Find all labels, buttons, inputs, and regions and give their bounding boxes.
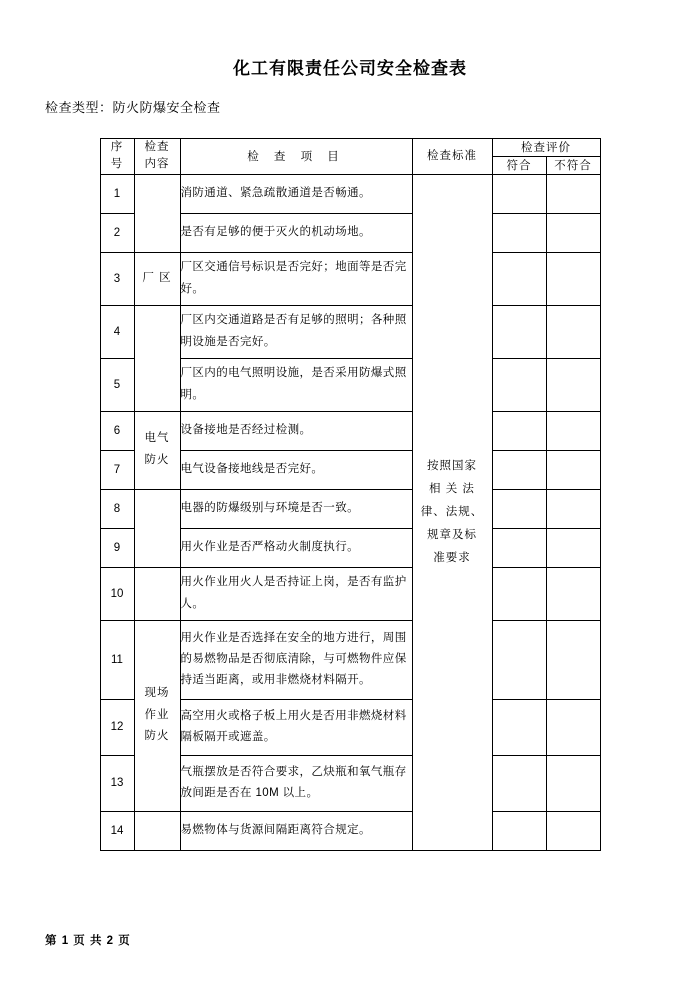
header-item: 检 查 项 目: [180, 139, 412, 175]
check-type-label: 检查类型：: [45, 100, 113, 115]
standard-line-3: 律、法规、: [420, 505, 484, 518]
conform-cell[interactable]: [492, 755, 546, 811]
row-item: 厂区内的电气照明设施，是否采用防爆式照明。: [180, 358, 412, 411]
group-label-onsite-line2: 作业: [144, 708, 170, 721]
conform-cell[interactable]: [492, 305, 546, 358]
conform-cell[interactable]: [492, 567, 546, 620]
nonconform-cell[interactable]: [546, 174, 600, 213]
nonconform-cell[interactable]: [546, 620, 600, 699]
group-label-onsite-line3: 防火: [144, 730, 170, 743]
table-header-row-1: [100, 139, 600, 157]
group-label-empty-4: [134, 567, 180, 620]
standard-cell: [412, 174, 492, 850]
table-row: [100, 411, 600, 450]
group-label-empty-1: [134, 174, 180, 252]
conform-cell[interactable]: [492, 411, 546, 450]
standard-line-1: 按照国家: [427, 459, 477, 472]
group-label-factory: 厂 区: [134, 252, 180, 305]
header-content-line1: 检查: [144, 141, 170, 153]
conform-cell[interactable]: [492, 620, 546, 699]
nonconform-cell[interactable]: [546, 252, 600, 305]
header-no-line1: 序: [110, 141, 124, 153]
row-item: 易燃物体与货源间隔距离符合规定。: [180, 811, 412, 850]
row-no: 12: [100, 699, 134, 755]
header-content-line2: 内容: [144, 158, 170, 171]
group-label-onsite-line1: 现场: [144, 686, 170, 699]
conform-cell[interactable]: [492, 213, 546, 252]
nonconform-cell[interactable]: [546, 411, 600, 450]
table-row: [100, 174, 600, 213]
group-label-onsite: [134, 620, 180, 811]
row-item: 设备接地是否经过检测。: [180, 411, 412, 450]
standard-line-5: 准要求: [433, 551, 471, 564]
conform-cell[interactable]: [492, 358, 546, 411]
conform-cell[interactable]: [492, 252, 546, 305]
header-standard: 检查标准: [412, 139, 492, 175]
nonconform-cell[interactable]: [546, 489, 600, 528]
row-item: 是否有足够的便于灭火的机动场地。: [180, 213, 412, 252]
table-row: [100, 567, 600, 620]
row-no: 5: [100, 358, 134, 411]
group-label-electrical-line2: 防火: [144, 454, 170, 466]
header-nonconform: 不符合: [546, 156, 600, 174]
nonconform-cell[interactable]: [546, 699, 600, 755]
row-item: 电器的防爆级别与环境是否一致。: [180, 489, 412, 528]
standard-line-4: 规章及标: [427, 528, 477, 541]
table-row: [100, 252, 600, 305]
conform-cell[interactable]: [492, 174, 546, 213]
row-no: 10: [100, 567, 134, 620]
nonconform-cell[interactable]: [546, 811, 600, 850]
row-item: 厂区交通信号标识是否完好；地面等是否完好。: [180, 252, 412, 305]
nonconform-cell[interactable]: [546, 358, 600, 411]
row-no: 14: [100, 811, 134, 850]
nonconform-cell[interactable]: [546, 305, 600, 358]
check-type-value: 防火防爆安全检查: [112, 100, 221, 115]
row-item: 气瓶摆放是否符合要求，乙炔瓶和氧气瓶存放间距是否在 10M 以上。: [180, 755, 412, 811]
row-no: 11: [100, 620, 134, 699]
table-row: [100, 620, 600, 699]
row-no: 2: [100, 213, 134, 252]
conform-cell[interactable]: [492, 450, 546, 489]
row-item: 用火作业用火人是否持证上岗，是否有监护人。: [180, 567, 412, 620]
row-no: 4: [100, 305, 134, 358]
header-no: [100, 139, 134, 175]
conform-cell[interactable]: [492, 528, 546, 567]
standard-line-2: 相 关 法: [429, 482, 475, 495]
row-no: 9: [100, 528, 134, 567]
group-label-empty-5: [134, 811, 180, 850]
row-no: 13: [100, 755, 134, 811]
nonconform-cell[interactable]: [546, 755, 600, 811]
row-item: 厂区内交通道路是否有足够的照明；各种照明设施是否完好。: [180, 305, 412, 358]
row-no: 1: [100, 174, 134, 213]
conform-cell[interactable]: [492, 811, 546, 850]
checklist-table-wrapper: [45, 138, 655, 851]
header-conform: 符合: [492, 156, 546, 174]
row-item: 电气设备接地线是否完好。: [180, 450, 412, 489]
table-row: [100, 811, 600, 850]
table-row: [100, 489, 600, 528]
checklist-table: [100, 138, 601, 851]
header-evaluation: 检查评价: [492, 139, 600, 157]
group-label-electrical-line1: 电气: [144, 432, 170, 445]
conform-cell[interactable]: [492, 699, 546, 755]
row-item: 用火作业是否严格动火制度执行。: [180, 528, 412, 567]
page-footer: 第 1 页 共 2 页: [45, 935, 131, 947]
nonconform-cell[interactable]: [546, 528, 600, 567]
group-label-empty-2: [134, 305, 180, 411]
nonconform-cell[interactable]: [546, 567, 600, 620]
group-label-electrical: [134, 411, 180, 489]
header-content: [134, 139, 180, 175]
row-item: 用火作业是否选择在安全的地方进行，周围的易燃物品是否彻底清除，与可燃物件应保持适当距离，或用非燃烧材料隔开。: [180, 620, 412, 699]
row-item: 消防通道、紧急疏散通道是否畅通。: [180, 174, 412, 213]
group-label-empty-3: [134, 489, 180, 567]
row-no: 8: [100, 489, 134, 528]
row-no: 6: [100, 411, 134, 450]
nonconform-cell[interactable]: [546, 450, 600, 489]
row-no: 7: [100, 450, 134, 489]
nonconform-cell[interactable]: [546, 213, 600, 252]
check-type-line: [45, 97, 655, 116]
row-item: 高空用火或格子板上用火是否用非燃烧材料隔板隔开或遮盖。: [180, 699, 412, 755]
page-title: 化工有限责任公司安全检查表: [233, 59, 467, 78]
conform-cell[interactable]: [492, 489, 546, 528]
row-no: 3: [100, 252, 134, 305]
table-row: [100, 305, 600, 358]
header-no-line2: 号: [110, 158, 124, 171]
